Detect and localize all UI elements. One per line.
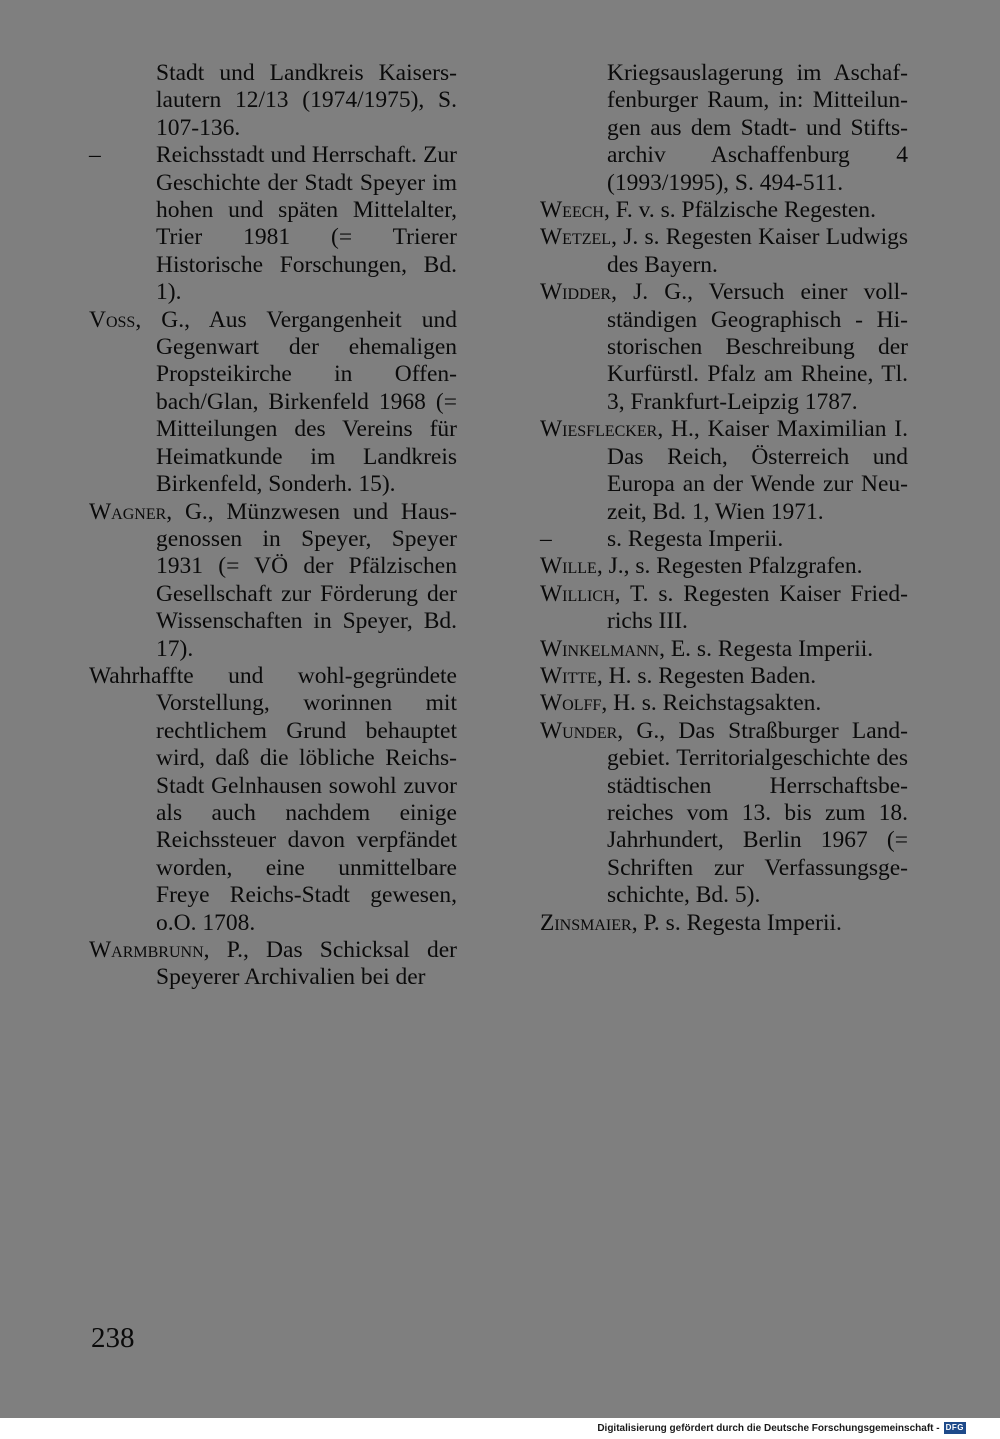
entry-author: Wiesflecker xyxy=(540,416,658,443)
bibliography-entry xyxy=(89,663,457,937)
left-column xyxy=(89,60,457,992)
entry-author: Zinsmaier xyxy=(540,909,632,936)
entry-text: , P., Das Schicksal der Speyerer Archivalien bei der xyxy=(156,937,457,991)
bibliography-entry xyxy=(540,636,908,663)
bibliography-entry xyxy=(540,663,908,690)
entry-text: , T. s. Regesten Kaiser Friedrichs III. xyxy=(607,580,908,635)
bibliography-entry xyxy=(89,60,457,142)
entry-author: Wunder xyxy=(540,717,618,744)
entry-author: Warmbrunn xyxy=(89,937,204,963)
entry-text: , G., Aus Vergangenheit und Gegenwart der ehemaligen Propsteikirche in Offenbach/Glan, Birkenfeld 1968 (= Mitteilungen des Vereins für Heimatkunde im Landkreis Birkenfeld, Sonderh. 15). xyxy=(135,306,457,498)
entry-text: , J. G., Versuch einer vollständigen Geographisch - Historischen Beschreibung der Kurfürstl. Pfalz am Rheine, Tl. 3, Frankfurt-Leipzig 1787. xyxy=(607,279,908,415)
bibliography-entry xyxy=(89,499,457,663)
bibliography-entry xyxy=(89,307,457,499)
entry-author: Wetzel xyxy=(540,224,612,251)
entry-author: Winkelmann xyxy=(540,635,660,662)
bibliography-entry xyxy=(89,937,457,992)
bibliography-entry xyxy=(540,718,908,910)
entry-text: Reichsstadt und Herrschaft. Zur Geschichte der Stadt Speyer im hohen und späten Mittelalter, Trier 1981 (= Trierer Historische Forschungen, Bd. 1). xyxy=(156,142,457,306)
entry-author: Widder xyxy=(540,279,612,306)
entry-text: , H. s. Reichstagsakten. xyxy=(601,690,822,717)
digitization-footer xyxy=(597,1422,966,1434)
entry-text: , H., Kaiser Maximilian I. Das Reich, Österreich und Europa an der Wende zur Neuzeit, Bd. 1, Wien 1971. xyxy=(607,416,908,525)
bibliography-entry xyxy=(540,416,908,526)
entry-author: Wagner xyxy=(89,498,167,525)
entry-text: Wahrhaffte und wohl-gegründete Vorstellung, worinnen mit rechtlichem Grund behauptet wird, daß die löbliche Reichs-Stadt Gelnhausen sowohl zuvor als auch nachdem einige Reichssteuer davon verpfändet worden, eine unmittelbare Freye Reichs-Stadt gewesen, o.O. 1708. xyxy=(89,662,457,936)
entry-author: Weech xyxy=(540,197,604,224)
entry-text: , P. s. Regesta Imperii. xyxy=(631,909,842,936)
bibliography-entry xyxy=(89,142,457,306)
bibliography-entry xyxy=(540,910,908,937)
entry-text: , J. s. Regesten Kaiser Ludwigs des Bayern. xyxy=(607,224,908,278)
bibliography-entry xyxy=(540,581,908,636)
entry-text: Stadt und Landkreis Kaiserslautern 12/13 (1974/1975), S. 107-136. xyxy=(156,60,457,141)
page-number: 238 xyxy=(91,1322,135,1354)
entry-author: Wille xyxy=(540,553,597,580)
entry-author: Voss xyxy=(89,306,136,333)
entry-text: , F. v. s. Pfälzische Regesten. xyxy=(603,197,876,224)
entry-author: Witte xyxy=(540,662,597,689)
entry-text: s. Regesta Imperii. xyxy=(607,525,784,552)
bibliography-entry xyxy=(540,197,908,224)
entry-text: , J., s. Regesten Pfalzgrafen. xyxy=(596,553,863,580)
entry-text: , G., Das Straßburger Landgebiet. Territorialgeschichte des städtischen Herrschaftsbereiches vom 13. bis zum 18. Jahrhundert, Berlin 1967 (= Schriften zur Verfassungsgeschichte, Bd. 5). xyxy=(607,717,908,909)
right-column xyxy=(540,60,908,937)
entry-text: , G., Münzwesen und Hausgenossen in Speyer, Speyer 1931 (= VÖ der Pfälzischen Gesellschaft zur Förderung der Wissenschaften in Speyer, Bd. 17). xyxy=(156,498,457,662)
bibliography-entry xyxy=(540,690,908,717)
bibliography-entry xyxy=(540,224,908,279)
entry-author: Wolff xyxy=(540,690,602,717)
bibliography-entry xyxy=(540,526,908,553)
repeat-author-dash: – xyxy=(89,142,101,169)
entry-text: , E. s. Regesta Imperii. xyxy=(659,635,874,662)
footer-text: Digitalisierung gefördert durch die Deutsche Forschungsgemeinschaft - xyxy=(597,1422,940,1434)
repeat-author-dash: – xyxy=(540,525,552,552)
entry-text: Kriegsauslagerung im Aschaffenburger Raum, in: Mitteilungen aus dem Stadt- und Stiftsarchiv Aschaffenburg 4 (1993/1995), S. 494-511. xyxy=(607,60,908,196)
entry-text: , H. s. Regesten Baden. xyxy=(596,662,817,689)
dfg-logo-icon: DFG xyxy=(945,1423,964,1432)
bibliography-entry xyxy=(540,279,908,416)
bibliography-entry xyxy=(540,60,908,197)
entry-author: Willich xyxy=(540,580,615,607)
bibliography-entry xyxy=(540,553,908,580)
